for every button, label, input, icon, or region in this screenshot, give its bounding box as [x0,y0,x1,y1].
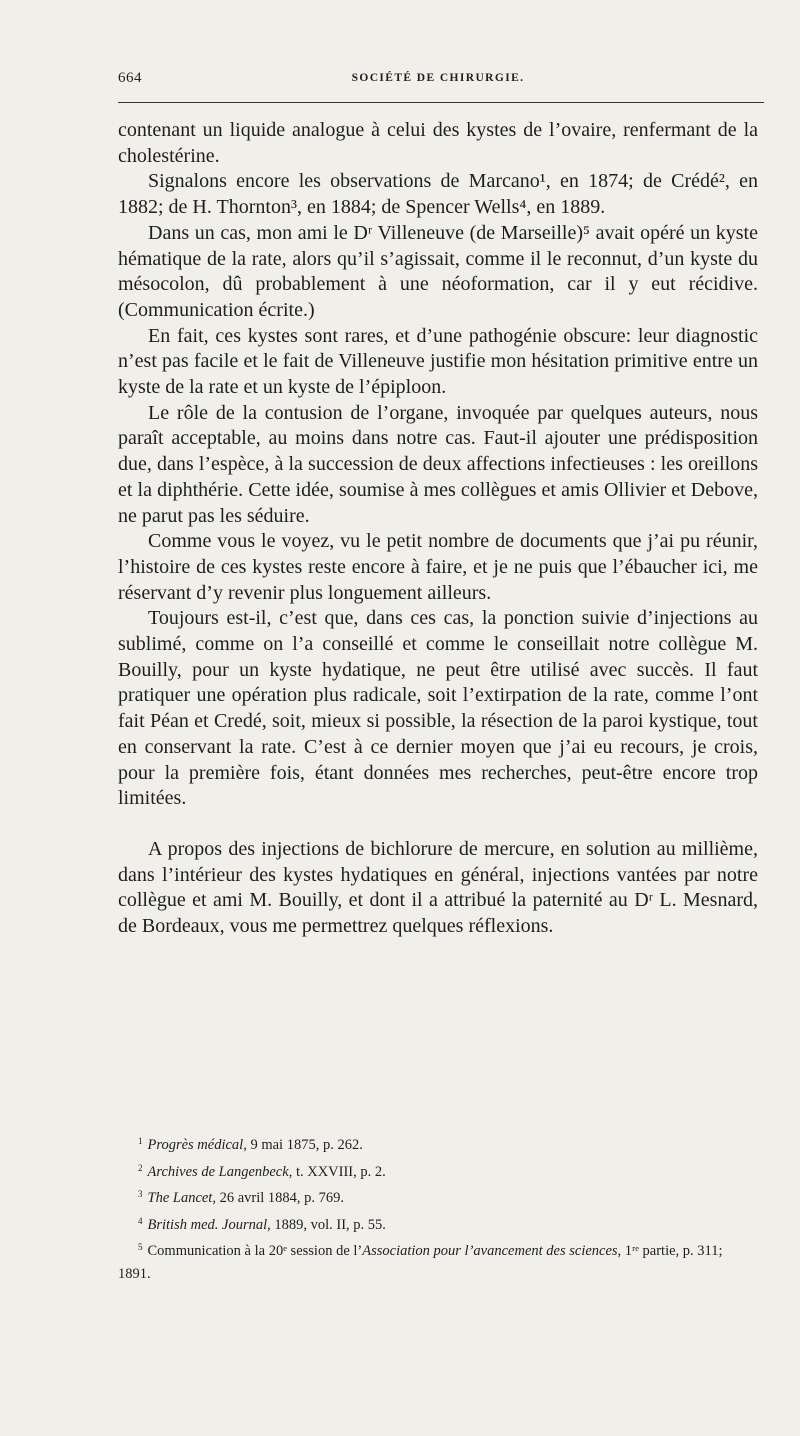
paragraph: Comme vous le voyez, vu le petit nombre de documents que j’ai pu réunir, l’histoire de ces kystes reste encore à faire, et je ne puis que l’ébaucher ici, me réservant d’y revenir plus longuement ailleurs. [118,530,758,604]
footnotes [118,1130,758,1286]
footnote [118,1236,758,1285]
footnote-source: Archives de Langenbeck [147,1163,289,1180]
footnote [118,1157,758,1184]
paragraph: En fait, ces kystes sont rares, et d’une pathogénie obscure: leur diagnostic n’est pas facile et le fait de Villeneuve justifie mon hésitation primitive entre un kyste de la rate et un kyste de l’épiploon. [118,324,758,399]
paragraph: A propos des injections de bichlorure de mercure, en solution au millième, dans l’intérieur des kystes hydatiques en général, injections vantées par notre collègue et ami M. Bouilly, et dont il a attribué la paternité au Dʳ L. Mesnard, de Bordeaux, vous me permettrez quelques réflexions. [118,837,758,938]
footnote [118,1183,758,1210]
footnote [118,1210,758,1237]
footnote-marker: 5 [138,1242,143,1253]
footnote-detail: , 1ʳᵉ partie, p. 311; 1891. [118,1243,723,1282]
page-number: 664 [118,70,142,86]
footnote-lead: Communication à la 20ᵉ session de l’ [147,1243,363,1260]
footnote-marker: 4 [138,1215,143,1226]
footnote-source: Association pour l’avancement des sciences [362,1243,618,1260]
footnote-source: British med. Journal [147,1216,268,1233]
footnote-marker: 2 [138,1162,143,1173]
page-header [118,70,758,94]
footnote-detail: , 26 avril 1884, p. 769. [212,1190,345,1207]
footnote [118,1130,758,1157]
paragraph: Signalons encore les observations de Marcano¹, en 1874; de Crédé², en 1882; de H. Thornton³, en 1884; de Spencer Wells⁴, en 1889. [118,170,758,219]
footnote-marker: 3 [138,1189,143,1200]
footnote-detail: , t. XXVIII, p. 2. [288,1163,386,1180]
paragraph: Toujours est-il, c’est que, dans ces cas, la ponction suivie d’injections au sublimé, comme on l’a conseillé et comme le conseillait notre collègue M. Bouilly, pour un kyste hydatique, ne peut être utilisé avec succès. Il faut pratiquer une opération plus radicale, soit l’extirpation de la rate, comme l’ont fait Péan et Credé, soit, mieux si possible, la résection de la paroi kystique, tout en conservant la rate. C’est à ce dernier moyen que j’ai eu recours, je crois, pour la première fois, étant données mes recherches, peut-être encore trop limitées. [118,607,758,810]
header-rule [118,102,764,103]
running-title: SOCIÉTÉ DE CHIRURGIE. [351,72,525,84]
footnote-detail: , 9 mai 1875, p. 262. [243,1137,363,1153]
footnote-source: Progrès médical [147,1137,244,1153]
footnote-source: The Lancet [147,1190,213,1207]
body-text [118,118,758,940]
paragraph: Dans un cas, mon ami le Dʳ Villeneuve (de Marseille)⁵ avait opéré un kyste hématique de la rate, alors qu’il s’agissait, comme il le reconnut, d’un kyste du mésocolon, dû probablement à une néoformation, car il y eut récidive. (Communication écrite.) [118,221,758,321]
paragraph: Le rôle de la contusion de l’organe, invoquée par quelques auteurs, nous paraît acceptable, au moins dans notre cas. Faut-il ajouter une prédisposition due, dans l’espèce, à la succession de deux affections infectieuses : les oreillons et la diphthérie. Cette idée, soumise à mes collègues et amis Ollivier et Debove, ne parut pas les séduire. [118,401,758,527]
paragraph: contenant un liquide analogue à celui des kystes de l’ovaire, renfermant de la cholestérine. [118,119,758,167]
footnote-marker: 1 [138,1136,143,1146]
footnote-detail: , 1889, vol. II, p. 55. [267,1216,386,1233]
